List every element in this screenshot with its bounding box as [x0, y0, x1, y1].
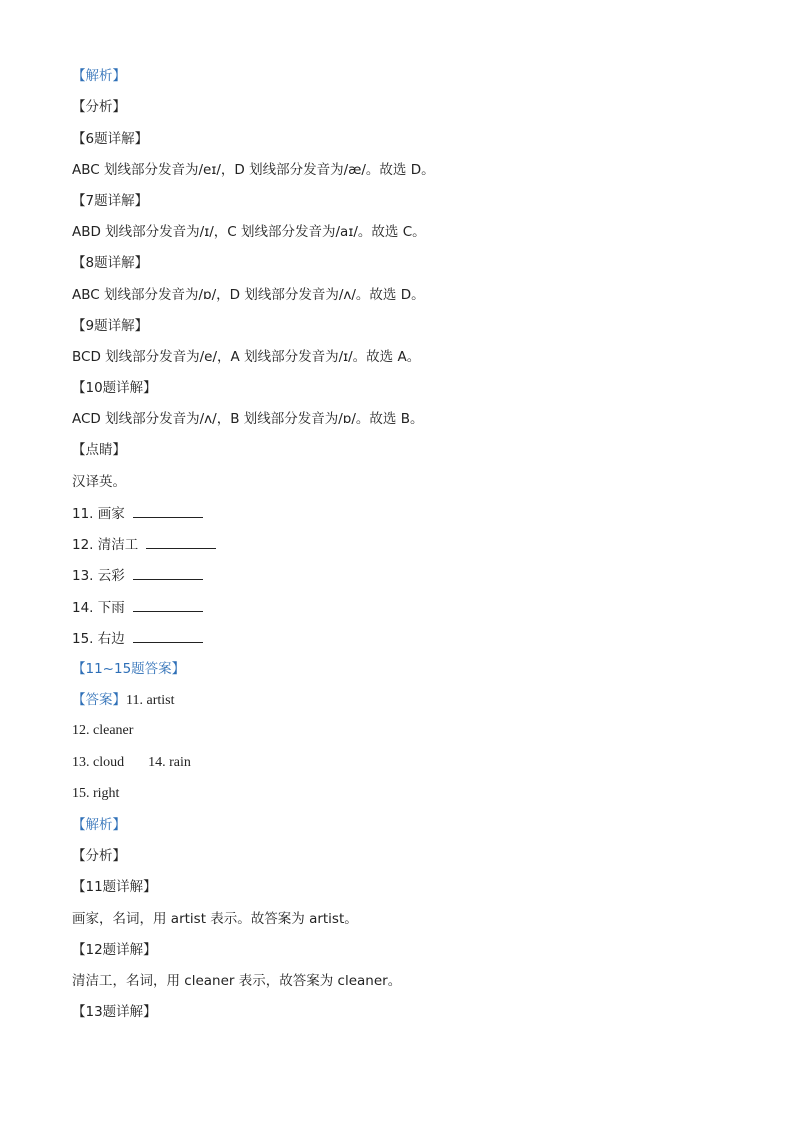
q7-detail-heading: 【7题详解】 — [72, 193, 149, 209]
question-11 — [72, 504, 203, 523]
key-point-heading: 【点睛】 — [72, 442, 126, 458]
analysis-heading: 【解析】 — [72, 68, 126, 84]
answer-line-11 — [72, 691, 174, 710]
q11-detail-heading: 【11题详解】 — [72, 879, 157, 895]
answer-line-13-14 — [72, 754, 191, 772]
analysis-sub-heading-2: 【分析】 — [72, 848, 126, 864]
translation-instruction: 汉译英。 — [72, 474, 126, 490]
answer-15: 15. right — [72, 786, 120, 801]
q12-detail-text: 清洁工，名词，用 cleaner 表示，故答案为 cleaner。 — [72, 973, 402, 989]
answer-blank-12 — [146, 535, 216, 549]
q10-detail-text: ACD 划线部分发音为/ʌ/，B 划线部分发音为/ɒ/。故选 B。 — [72, 411, 424, 427]
answer-11: 11. artist — [126, 693, 175, 708]
q10-detail-heading: 【10题详解】 — [72, 380, 157, 396]
question-12 — [72, 535, 216, 554]
q6-detail-text: ABC 划线部分发音为/eɪ/，D 划线部分发音为/æ/。故选 D。 — [72, 162, 435, 178]
answer-14: 14. rain — [148, 755, 191, 770]
q6-detail-heading: 【6题详解】 — [72, 131, 149, 147]
question-12-text: 12. 清洁工 — [72, 537, 139, 553]
answer-12: 12. cleaner — [72, 723, 134, 738]
q13-detail-heading: 【13题详解】 — [72, 1004, 157, 1020]
q11-detail-text: 画家，名词，用 artist 表示。故答案为 artist。 — [72, 911, 358, 927]
answer-section-heading: 【11~15题答案】 — [72, 661, 186, 677]
q9-detail-text: BCD 划线部分发音为/e/，A 划线部分发音为/ɪ/。故选 A。 — [72, 349, 421, 365]
analysis-heading-2: 【解析】 — [72, 817, 126, 833]
q8-detail-heading: 【8题详解】 — [72, 255, 149, 271]
question-15-text: 15. 右边 — [72, 631, 125, 647]
answer-blank-14 — [133, 598, 203, 612]
q8-detail-text: ABC 划线部分发音为/ɒ/，D 划线部分发音为/ʌ/。故选 D。 — [72, 287, 425, 303]
q12-detail-heading: 【12题详解】 — [72, 942, 157, 958]
analysis-sub-heading: 【分析】 — [72, 99, 126, 115]
question-14 — [72, 598, 203, 617]
answer-blank-11 — [133, 504, 203, 518]
answer-label: 【答案】 — [72, 692, 126, 708]
q7-detail-text: ABD 划线部分发音为/ɪ/，C 划线部分发音为/aɪ/。故选 C。 — [72, 224, 426, 240]
question-13 — [72, 566, 203, 585]
question-11-text: 11. 画家 — [72, 506, 125, 522]
q9-detail-heading: 【9题详解】 — [72, 318, 149, 334]
answer-blank-15 — [133, 629, 203, 643]
answer-13: 13. cloud — [72, 755, 125, 770]
question-13-text: 13. 云彩 — [72, 568, 125, 584]
question-14-text: 14. 下雨 — [72, 600, 125, 616]
question-15 — [72, 629, 203, 648]
answer-blank-13 — [133, 566, 203, 580]
